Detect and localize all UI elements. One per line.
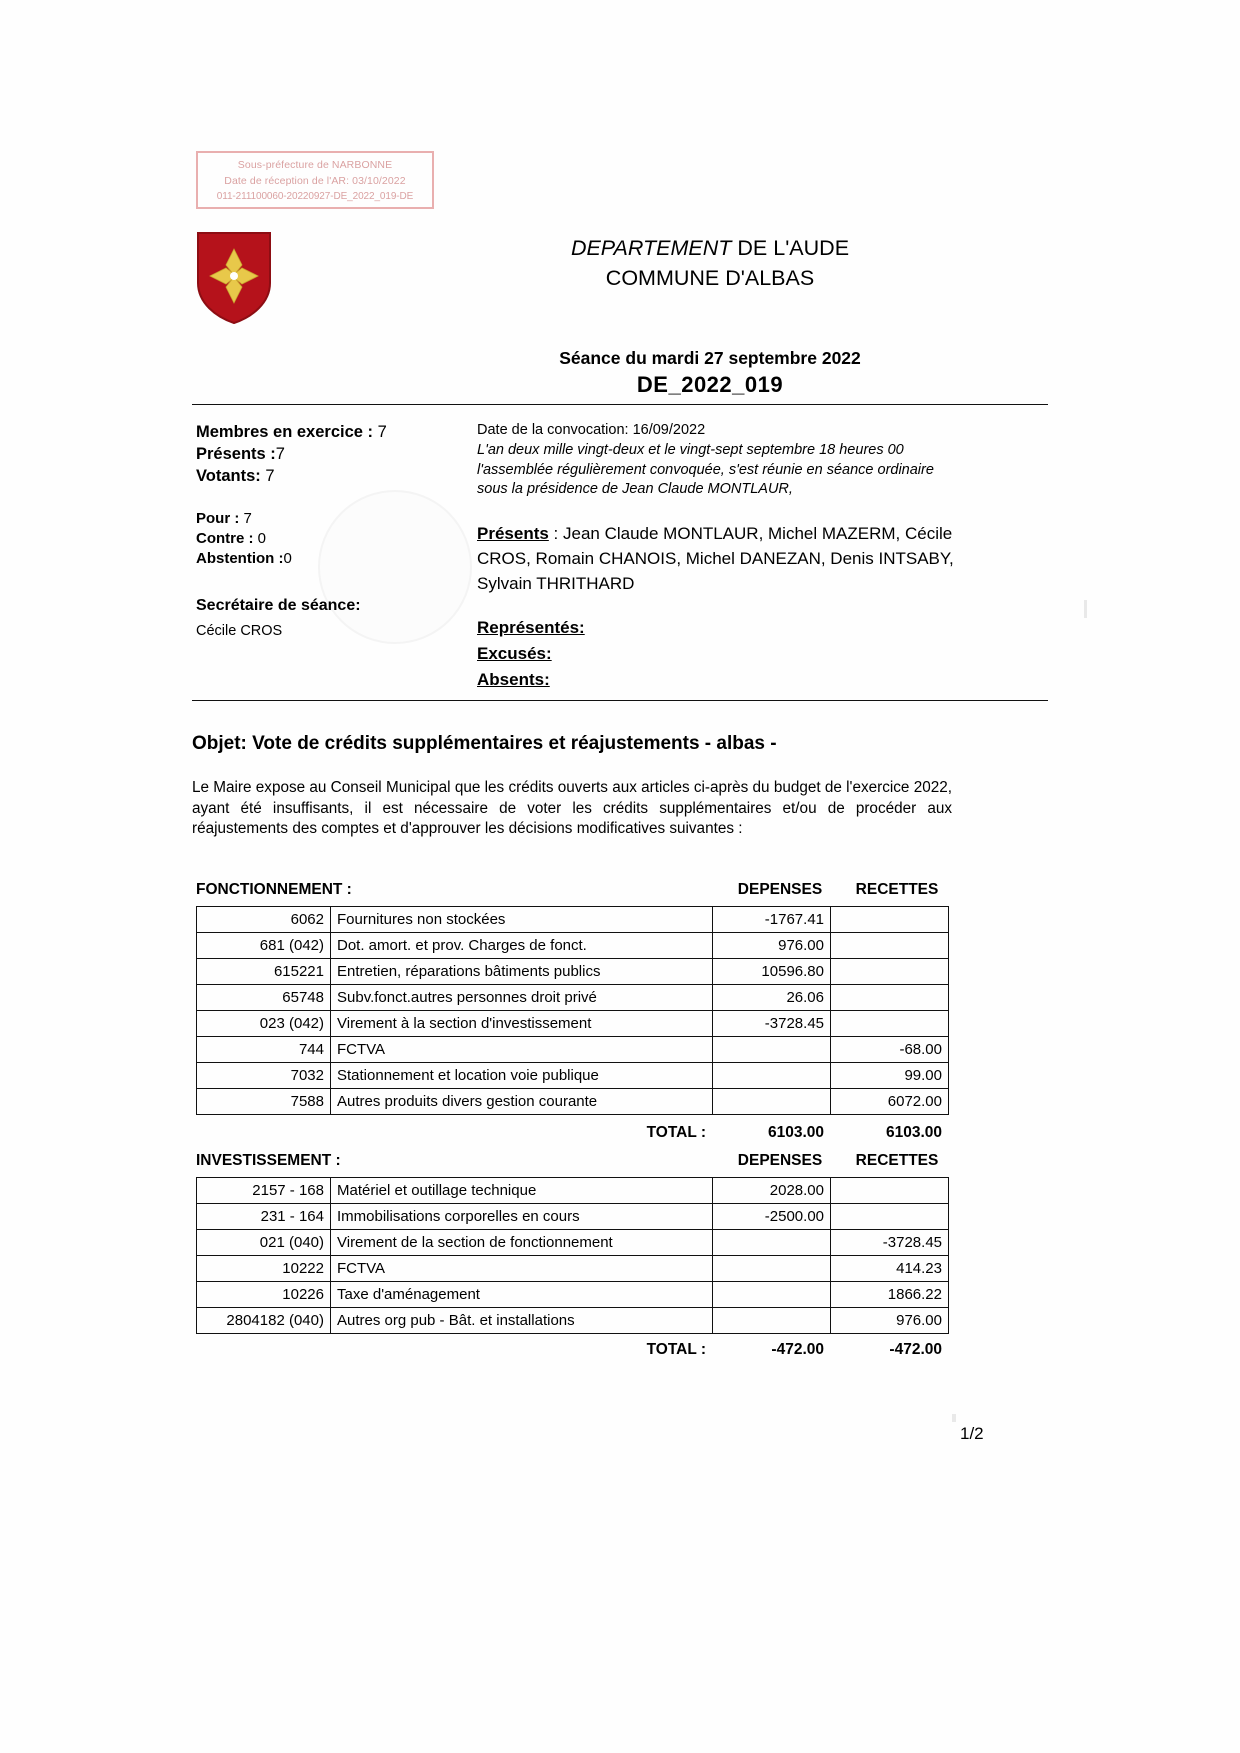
recettes-cell: 1866.22 — [831, 1282, 949, 1308]
intro-paragraph: Le Maire expose au Conseil Municipal que les crédits ouverts aux articles ci-après du budget de l'exercice 2022, ayant été insuffisants, il est nécessaire de voter les crédits supplémentaires et/ou de procéder aux réajustements des comptes et d'approuver les décisions modificatives suivantes : — [192, 779, 952, 837]
page-title: Objet: Vote de crédits supplémentaires et réajustements - albas - — [192, 733, 777, 754]
depenses-cell — [713, 1063, 831, 1089]
secretary-label: Secrétaire de séance: — [196, 597, 361, 614]
table-row — [197, 1204, 949, 1230]
attendees-present — [477, 521, 957, 596]
stamp-line-reference: 011-211100060-20220927-DE_2022_019-DE — [216, 191, 414, 202]
investissement-label: INVESTISSEMENT : — [196, 1152, 341, 1169]
members-in-office — [196, 421, 466, 443]
depenses-cell: 10596.80 — [713, 959, 831, 985]
investissement-total-depenses: -472.00 — [771, 1341, 824, 1358]
votes-abstention-value: 0 — [283, 550, 292, 567]
table-row — [197, 1037, 949, 1063]
investissement-col-recettes: RECETTES — [855, 1152, 939, 1169]
investissement-table — [196, 1177, 949, 1334]
votes-for — [196, 509, 466, 529]
depenses-cell — [713, 1089, 831, 1115]
convocation-block — [477, 420, 957, 693]
table-row — [197, 933, 949, 959]
attendees-other — [477, 615, 957, 692]
commune-name: COMMUNE D'ALBAS — [605, 266, 815, 290]
account-label-cell: Subv.fonct.autres personnes droit privé — [331, 985, 713, 1011]
account-code-cell: 6062 — [197, 907, 331, 933]
attendees-represented-label: Représentés: — [477, 617, 585, 637]
table-row — [197, 1308, 949, 1334]
investissement-col-depenses: DEPENSES — [737, 1152, 823, 1169]
voters-count-label: Votants: — [196, 467, 266, 485]
depenses-cell: -3728.45 — [713, 1011, 831, 1037]
document-heading — [430, 233, 990, 293]
account-label-cell: Virement à la section d'investissement — [331, 1011, 713, 1037]
account-label-cell: Autres produits divers gestion courante — [331, 1089, 713, 1115]
voters-count-value: 7 — [265, 467, 275, 485]
present-count — [196, 443, 466, 465]
fonctionnement-col-depenses: DEPENSES — [737, 881, 823, 898]
account-code-cell: 231 - 164 — [197, 1204, 331, 1230]
scan-artifact — [952, 1414, 956, 1422]
account-label-cell: Immobilisations corporelles en cours — [331, 1204, 713, 1230]
recettes-cell: 99.00 — [831, 1063, 949, 1089]
account-label-cell: Dot. amort. et prov. Charges de fonct. — [331, 933, 713, 959]
table-row — [197, 907, 949, 933]
stamp-line-date: Date de réception de l'AR: 03/10/2022 — [224, 175, 406, 187]
scan-artifact — [1084, 600, 1087, 618]
deliberation-number: DE_2022_019 — [636, 372, 784, 397]
investissement-total-recettes: -472.00 — [889, 1341, 942, 1358]
recettes-cell: 6072.00 — [831, 1089, 949, 1115]
account-code-cell: 2157 - 168 — [197, 1178, 331, 1204]
account-label-cell: Entretien, réparations bâtiments publics — [331, 959, 713, 985]
depenses-cell — [713, 1308, 831, 1334]
attendance-summary — [196, 421, 466, 642]
fonctionnement-total-recettes: 6103.00 — [885, 1124, 942, 1141]
depenses-cell: 976.00 — [713, 933, 831, 959]
recettes-cell — [831, 933, 949, 959]
account-code-cell: 7588 — [197, 1089, 331, 1115]
department-name: DE L'AUDE — [731, 236, 850, 260]
table-row — [197, 1011, 949, 1037]
secretary-name: Cécile CROS — [196, 623, 283, 639]
recettes-cell — [831, 1204, 949, 1230]
session-date: Séance du mardi 27 septembre 2022 — [559, 348, 861, 368]
convocation-date: Date de la convocation: 16/09/2022 — [477, 422, 706, 438]
attendees-present-label: Présents — [477, 523, 549, 543]
depenses-cell: -1767.41 — [713, 907, 831, 933]
depenses-cell — [713, 1230, 831, 1256]
account-code-cell: 681 (042) — [197, 933, 331, 959]
members-in-office-label: Membres en exercice : — [196, 423, 378, 441]
account-label-cell: Virement de la section de fonctionnement — [331, 1230, 713, 1256]
account-code-cell: 2804182 (040) — [197, 1308, 331, 1334]
table-row — [197, 1089, 949, 1115]
page-number: 1/2 — [960, 1424, 984, 1443]
account-code-cell: 10226 — [197, 1282, 331, 1308]
account-label-cell: Autres org pub - Bât. et installations — [331, 1308, 713, 1334]
recettes-cell: -68.00 — [831, 1037, 949, 1063]
table-row — [197, 1063, 949, 1089]
votes-abstention-label: Abstention : — [196, 550, 284, 567]
voters-count — [196, 465, 466, 487]
convocation-text: L'an deux mille vingt-deux et le vingt-sept septembre 18 heures 00 l'assemblée régulièrement convoquée, s'est réunie en séance ordinaire sous la présidence de Jean Claude MONTLAUR, — [477, 442, 934, 497]
recettes-cell — [831, 985, 949, 1011]
votes-against-value: 0 — [257, 530, 267, 547]
account-label-cell: Matériel et outillage technique — [331, 1178, 713, 1204]
investissement-total-row — [196, 1341, 948, 1363]
votes-for-value: 7 — [243, 510, 252, 527]
commune-coat-of-arms — [196, 231, 272, 325]
votes-against — [196, 529, 466, 549]
attendees-present-names: Jean Claude MONTLAUR, Michel MAZERM, Cécile CROS, Romain CHANOIS, Michel DANEZAN, Denis INTSABY, Sylvain THRITHARD — [477, 523, 954, 593]
session-secretary — [196, 595, 466, 642]
account-label-cell: Taxe d'aménagement — [331, 1282, 713, 1308]
account-code-cell: 744 — [197, 1037, 331, 1063]
fonctionnement-total-row — [196, 1124, 948, 1146]
depenses-cell: 2028.00 — [713, 1178, 831, 1204]
account-code-cell: 615221 — [197, 959, 331, 985]
vote-breakdown — [196, 509, 466, 569]
recettes-cell: -3728.45 — [831, 1230, 949, 1256]
fonctionnement-table — [196, 906, 949, 1115]
recettes-cell — [831, 907, 949, 933]
attendees-absent-label: Absents: — [477, 669, 550, 689]
present-count-label: Présents : — [196, 445, 276, 463]
attendees-present-separator: : — [548, 523, 563, 543]
depenses-cell: 26.06 — [713, 985, 831, 1011]
depenses-cell — [713, 1256, 831, 1282]
votes-abstention — [196, 549, 466, 569]
members-in-office-value: 7 — [377, 423, 387, 441]
account-label-cell: Stationnement et location voie publique — [331, 1063, 713, 1089]
account-code-cell: 7032 — [197, 1063, 331, 1089]
votes-against-label: Contre : — [196, 530, 258, 547]
account-label-cell: FCTVA — [331, 1256, 713, 1282]
investissement-total-label: TOTAL : — [646, 1341, 706, 1358]
divider-bottom — [192, 700, 1048, 701]
recettes-cell — [831, 959, 949, 985]
divider-top — [192, 404, 1048, 405]
present-count-value: 7 — [275, 445, 285, 463]
recettes-cell — [831, 1011, 949, 1037]
fonctionnement-col-recettes: RECETTES — [855, 881, 939, 898]
account-label-cell: Fournitures non stockées — [331, 907, 713, 933]
table-row — [197, 1256, 949, 1282]
depenses-cell — [713, 1037, 831, 1063]
depenses-cell: -2500.00 — [713, 1204, 831, 1230]
account-code-cell: 10222 — [197, 1256, 331, 1282]
fonctionnement-total-depenses: 6103.00 — [767, 1124, 824, 1141]
fonctionnement-total-label: TOTAL : — [646, 1124, 706, 1141]
account-code-cell: 65748 — [197, 985, 331, 1011]
account-code-cell: 023 (042) — [197, 1011, 331, 1037]
table-row — [197, 959, 949, 985]
recettes-cell — [831, 1178, 949, 1204]
stamp-line-authority: Sous-préfecture de NARBONNE — [237, 159, 393, 171]
depenses-cell — [713, 1282, 831, 1308]
attendees-excused-label: Excusés: — [477, 643, 552, 663]
fonctionnement-label: FONCTIONNEMENT : — [196, 881, 352, 898]
table-row — [197, 985, 949, 1011]
votes-for-label: Pour : — [196, 510, 244, 527]
department-line — [430, 233, 990, 263]
table-row — [197, 1178, 949, 1204]
account-code-cell: 021 (040) — [197, 1230, 331, 1256]
table-row — [197, 1282, 949, 1308]
recettes-cell: 976.00 — [831, 1308, 949, 1334]
table-row — [197, 1230, 949, 1256]
department-label: DEPARTEMENT — [570, 236, 732, 260]
recettes-cell: 414.23 — [831, 1256, 949, 1282]
prefecture-stamp — [196, 151, 434, 209]
account-label-cell: FCTVA — [331, 1037, 713, 1063]
